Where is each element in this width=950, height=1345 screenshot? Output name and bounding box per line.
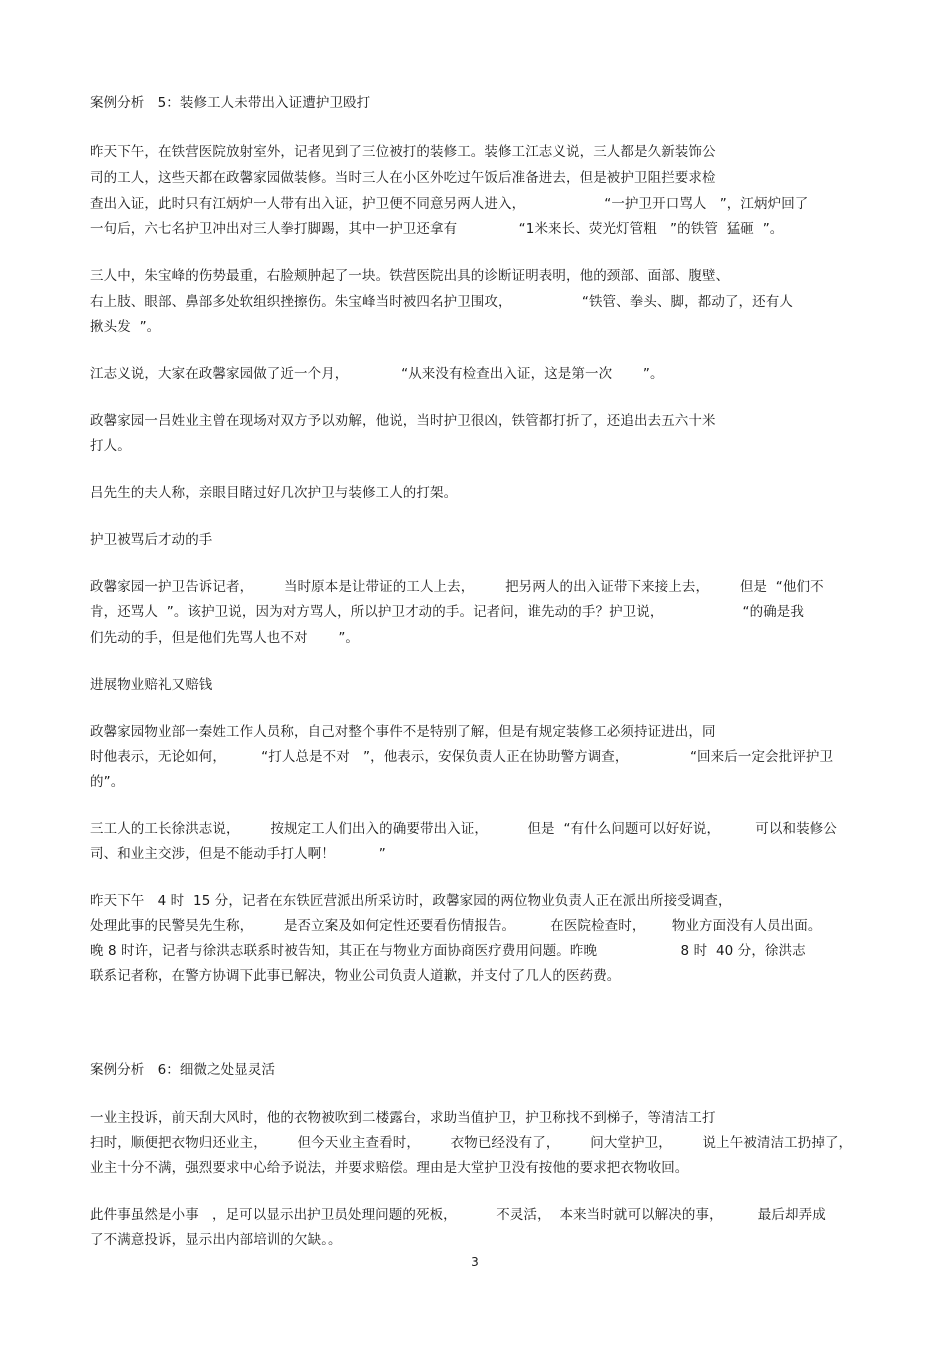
page-number: 3 [471, 1255, 479, 1269]
case5-p9-line3: 晚 8 时许，记者与徐洪志联系时被告知，其正在与物业方面协商医疗费用问题。昨晚 8 时 40 分，徐洪志 [90, 943, 806, 959]
case6-p2-line1: 此件事虽然是小事 ，足可以显示出护卫员处理问题的死板， 不灵活， 本来当时就可以解决的事， 最后却弄成 [90, 1207, 826, 1223]
case6-p1-line3: 业主十分不满，强烈要求中心给予说法，并要求赔偿。理由是大堂护卫没有按他的要求把衣物收回。 [90, 1160, 689, 1176]
case5-p7-line2: 时他表示，无论如何， “打人总是不对 ”，他表示，安保负责人正在协助警方调查， “回来后一定会批评护卫 [90, 749, 834, 765]
case6-title: 案例分析 6：细微之处显灵活 [90, 1062, 276, 1078]
case5-p5-line1: 吕先生的夫人称，亲眼目睹过好几次护卫与装修工人的打架。 [90, 485, 458, 501]
case5-title: 案例分析 5：装修工人未带出入证遭护卫殴打 [90, 95, 371, 111]
case5-p1-line2: 司的工人，这些天都在政馨家园做装修。当时三人在小区外吃过午饭后准备进去，但是被护卫阻拦要求检 [90, 170, 716, 186]
case5-p1-line4: 一句后，六七名护卫冲出对三人拳打脚踢，其中一护卫还拿有 “1米来长、荧光灯管粗 ”的铁管 猛砸 ”。 [90, 221, 784, 237]
case5-p8-line2: 司、和业主交涉，但是不能动手打人啊！ ” [90, 846, 386, 862]
case5-p4-line2: 打人。 [90, 438, 131, 454]
case5-p3-line1: 江志义说，大家在政馨家园做了近一个月， “从来没有检查出入证，这是第一次 ”。 [90, 366, 664, 382]
case5-p9-line1: 昨天下午 4 时 15 分，记者在东铁匠营派出所采访时，政馨家园的两位物业负责人正在派出所接受调查， [90, 893, 732, 909]
case5-p2-line3: 揪头发 ”。 [90, 319, 161, 335]
case5-p2-line2: 右上肢、眼部、鼻部多处软组织挫擦伤。朱宝峰当时被四名护卫围攻， “铁管、拳头、脚，都动了，还有人 [90, 294, 793, 310]
case6-p2-line2: 了不满意投诉，显示出内部培训的欠缺。。 [90, 1232, 342, 1248]
case6-p1-line1: 一业主投诉，前天刮大风时，他的衣物被吹到二楼露台，求助当值护卫，护卫称找不到梯子，等清洁工打 [90, 1110, 716, 1126]
case5-p9-line2: 处理此事的民警吴先生称， 是否立案及如何定性还要看伤情报告。 在医院检查时， 物业方面没有人员出面。 [90, 918, 822, 934]
case5-p7-line3: 的”。 [90, 774, 125, 790]
case5-p8-line1: 三工人的工长徐洪志说， 按规定工人们出入的确要带出入证， 但是 “有什么问题可以好好说， 可以和装修公 [90, 821, 837, 837]
case5-p1-line1: 昨天下午，在铁营医院放射室外，记者见到了三位被打的装修工。装修工江志义说，三人都是久新装饰公 [90, 144, 716, 160]
case6-p1-line2: 扫时，顺便把衣物归还业主， 但今天业主查看时， 衣物已经没有了， 问大堂护卫， 说上午被清洁工扔掉了， [90, 1135, 853, 1151]
case5-p2-line1: 三人中，朱宝峰的伤势最重，右脸颊肿起了一块。铁营医院出具的诊断证明表明，他的颈部、面部、腹壁、 [90, 268, 730, 284]
case5-p6-line1: 政馨家园一护卫告诉记者， 当时原本是让带证的工人上去， 把另两人的出入证带下来接上去， 但是 “他们不 [90, 579, 824, 595]
case5-p1-line3: 查出入证，此时只有江炳炉一人带有出入证，护卫便不同意另两人进入， “一护卫开口骂人 ”，江炳炉回了 [90, 196, 809, 212]
section-heading-2: 进展物业赔礼又赔钱 [90, 677, 213, 693]
case5-p9-line4: 联系记者称，在警方协调下此事已解决，物业公司负责人道歉，并支付了几人的医药费。 [90, 968, 621, 984]
case5-p6-line2: 肯，还骂人 ”。该护卫说，因为对方骂人，所以护卫才动的手。记者问，谁先动的手？护卫说， “的确是我 [90, 604, 805, 620]
section-heading-1: 护卫被骂后才动的手 [90, 532, 213, 548]
case5-p7-line1: 政馨家园物业部一秦姓工作人员称，自己对整个事件不是特别了解，但是有规定装修工必须持证进出，同 [90, 724, 716, 740]
case5-p6-line3: 们先动的手，但是他们先骂人也不对 ”。 [90, 630, 360, 646]
case5-p4-line1: 政馨家园一吕姓业主曾在现场对双方予以劝解，他说，当时护卫很凶，铁管都打折了，还追出去五六十米 [90, 413, 716, 429]
